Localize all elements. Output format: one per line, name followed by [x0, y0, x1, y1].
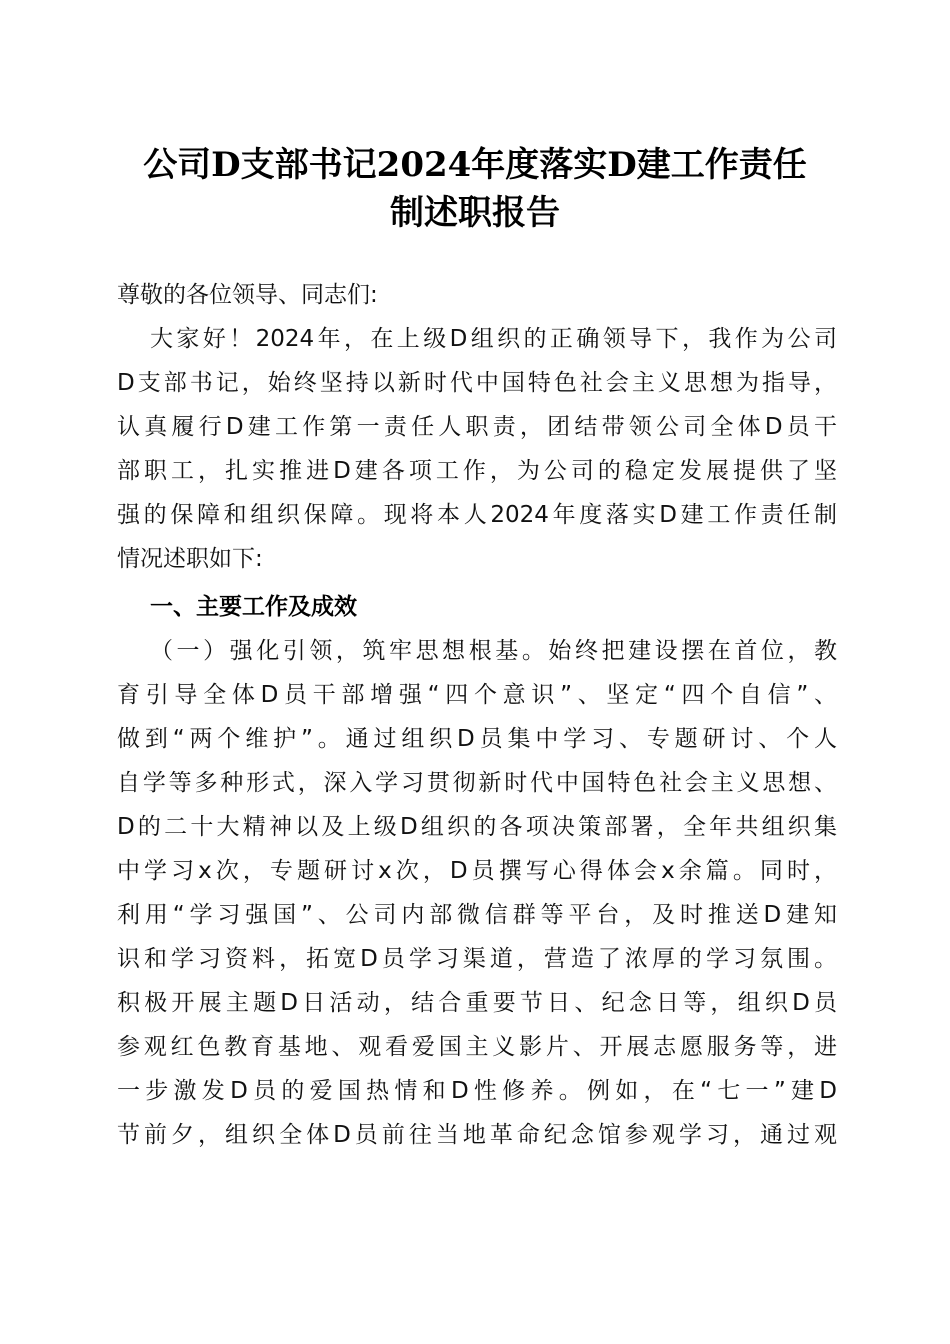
intro-line: D支部书记，始终坚持以新时代中国特色社会主义思想为指导，: [117, 370, 837, 396]
body-line: 利用“学习强国”、公司内部微信群等平台，及时推送D建知: [117, 902, 837, 928]
document-title-line-1: 公司D支部书记2024年度落实D建工作责任: [143, 145, 807, 185]
body-line: 识和学习资料，拓宽D员学习渠道，营造了浓厚的学习氛围。: [117, 946, 837, 972]
body-line: 参观红色教育基地、观看爱国主义影片、开展志愿服务等，进: [117, 1034, 837, 1060]
intro-line: 情况述职如下:: [117, 546, 263, 572]
intro-line: 认真履行D建工作第一责任人职责，团结带领公司全体D员干: [117, 414, 837, 440]
intro-line: 部职工，扎实推进D建各项工作，为公司的稳定发展提供了坚: [117, 458, 837, 484]
body-line: D的二十大精神以及上级D组织的各项决策部署，全年共组织集: [117, 814, 837, 840]
intro-line: 大家好！2024年，在上级D组织的正确领导下，我作为公司: [150, 326, 837, 352]
salutation: 尊敬的各位领导、同志们:: [117, 282, 378, 308]
document-title-line-2: 制述职报告: [390, 193, 560, 233]
section-heading: 一、主要工作及成效: [150, 594, 357, 620]
body-line: 中学习x次，专题研讨x次，D员撰写心得体会x余篇。同时，: [117, 858, 837, 884]
body-line: 节前夕，组织全体D员前往当地革命纪念馆参观学习，通过观: [117, 1122, 837, 1148]
body-line: 积极开展主题D日活动，结合重要节日、纪念日等，组织D员: [117, 990, 837, 1016]
body-line: 育引导全体D员干部增强“四个意识”、坚定“四个自信”、: [117, 682, 837, 708]
body-line: 自学等多种形式，深入学习贯彻新时代中国特色社会主义思想、: [117, 770, 837, 796]
body-line: 一步激发D员的爱国热情和D性修养。例如，在“七一”建D: [117, 1078, 837, 1104]
body-line: 做到“两个维护”。通过组织D员集中学习、专题研讨、个人: [117, 726, 837, 752]
body-line: （一）强化引领，筑牢思想根基。始终把建设摆在首位，教: [150, 638, 837, 664]
intro-line: 强的保障和组织保障。现将本人2024年度落实D建工作责任制: [117, 502, 837, 528]
